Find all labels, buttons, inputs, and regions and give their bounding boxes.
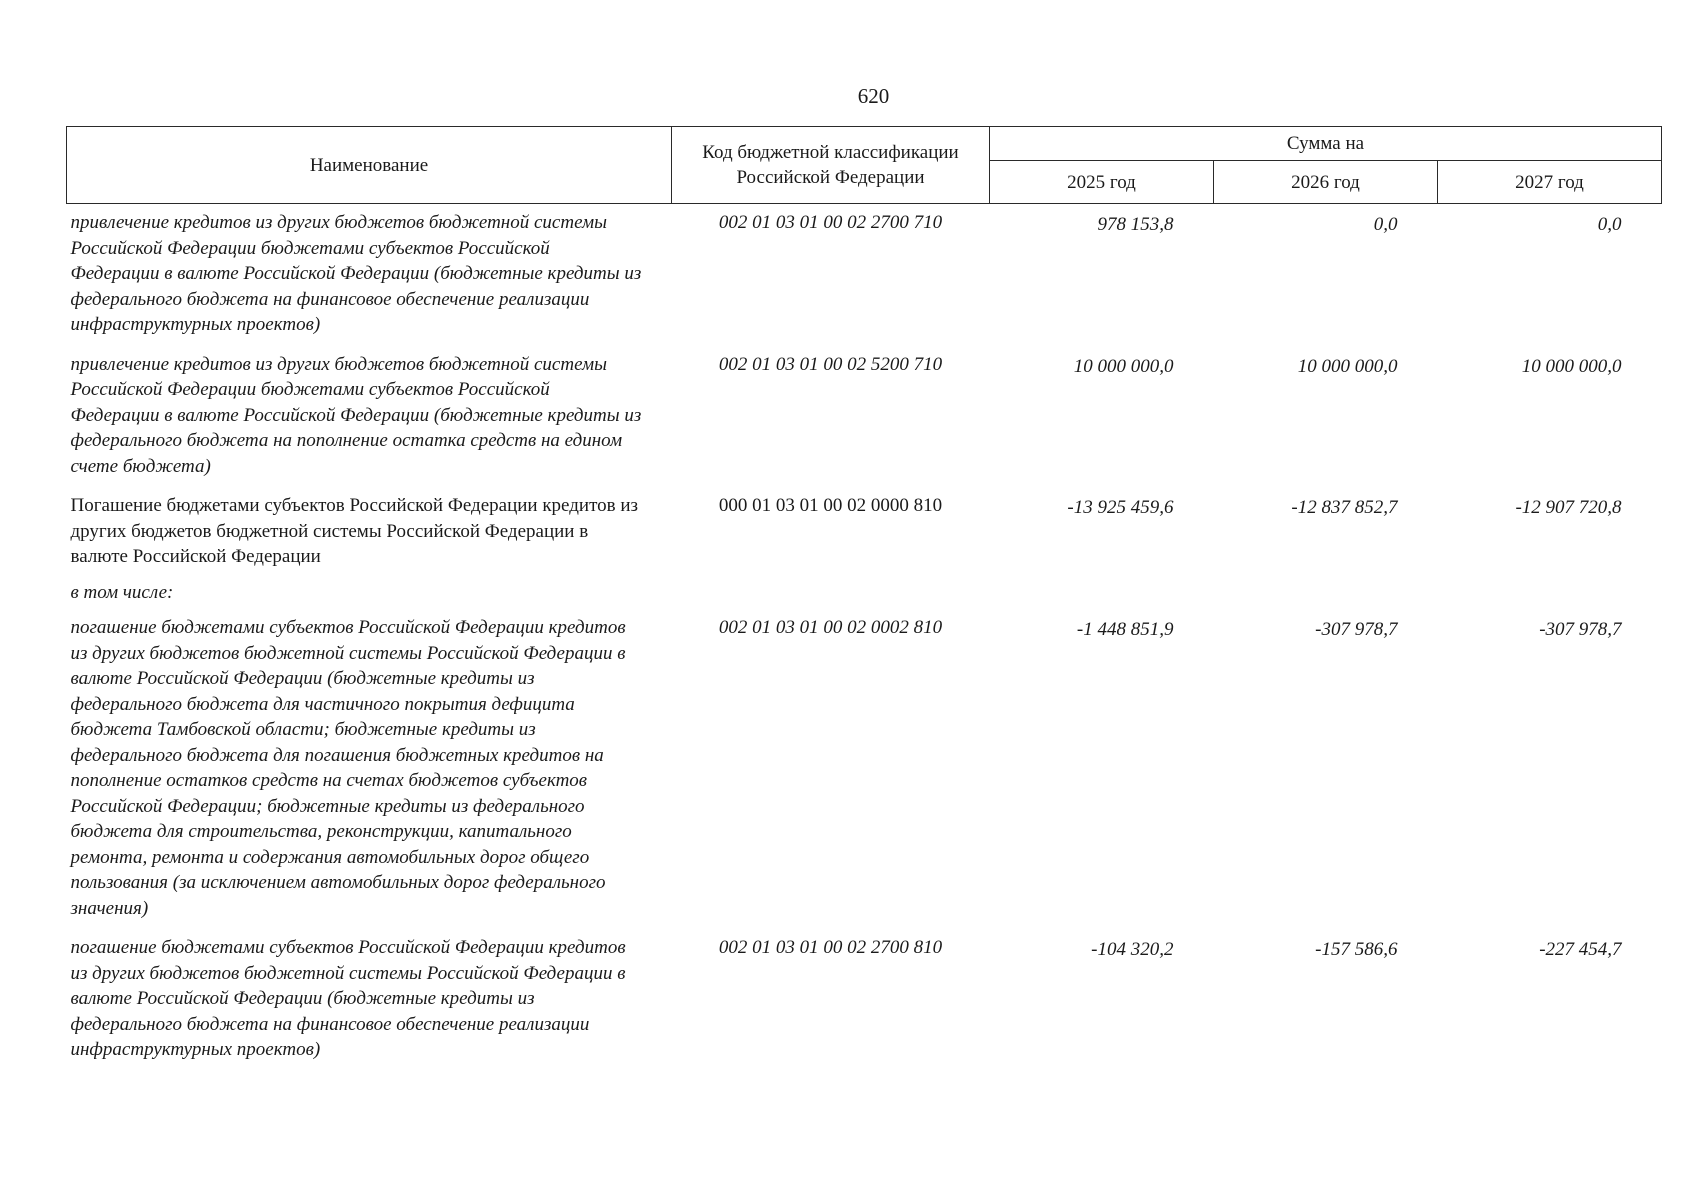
row-name: погашение бюджетами субъектов Российской Федерации кредитов из других бюджетов бюджетной системы Российской Федерации в валюте Российской Федерации (бюджетные кредиты из федерального бюджета на финансовое обеспечение реализации инфраструктурных проектов)	[70, 937, 626, 1060]
budget-table	[66, 126, 1662, 1071]
header-year-2025: 2025 год	[990, 161, 1214, 204]
table-row	[67, 609, 1662, 929]
row-amount-2025: -1 448 851,9	[1076, 619, 1174, 640]
page-number: 620	[857, 84, 890, 108]
row-name: погашение бюджетами субъектов Российской Федерации кредитов из других бюджетов бюджетной системы Российской Федерации в валюте Российской Федерации (бюджетные кредиты из федерального бюджета для частичного покрытия дефицита бюджета Тамбовской области; бюджетные кредиты из федерального бюджета для погашения бюджетных кредитов на пополнение остатков средств на счетах бюджетов субъектов Российской Федерации; бюджетные кредиты из федерального бюджета для строительства, реконструкции, капитального ремонта, ремонта и содержания автомобильных дорог общего пользования (за исключением автомобильных дорог федерального значения)	[70, 617, 626, 919]
row-subheading: в том числе:	[70, 581, 174, 603]
row-amount-2026: -12 837 852,7	[1291, 497, 1398, 518]
row-amount-2027: -307 978,7	[1539, 619, 1622, 640]
table-row	[67, 929, 1662, 1071]
row-code: 002 01 03 01 00 02 0002 810	[718, 617, 943, 638]
row-amount-2027: 10 000 000,0	[1521, 355, 1622, 377]
row-amount-2025: -13 925 459,6	[1067, 497, 1174, 518]
header-year-2027: 2027 год	[1438, 161, 1662, 204]
row-amount-2025: -104 320,2	[1091, 939, 1174, 960]
row-amount-2025: 978 153,8	[1097, 214, 1174, 235]
row-amount-2027: -12 907 720,8	[1515, 497, 1622, 518]
row-amount-2026: -307 978,7	[1315, 619, 1398, 640]
row-code: 002 01 03 01 00 02 5200 710	[718, 353, 943, 375]
header-name: Наименование	[67, 127, 672, 204]
row-amount-2027: 0,0	[1597, 214, 1622, 235]
row-name: привлечение кредитов из других бюджетов бюджетной системы Российской Федерации бюджетами субъектов Российской Федерации в валюте Российской Федерации (бюджетные кредиты из федерального бюджета на финансовое обеспечение реализации инфраструктурных проектов)	[70, 212, 642, 335]
table-row	[67, 346, 1662, 488]
row-amount-2027: -227 454,7	[1539, 939, 1622, 960]
row-code: 002 01 03 01 00 02 2700 710	[718, 212, 943, 233]
row-amount-2026: 10 000 000,0	[1297, 355, 1398, 377]
header-code: Код бюджетной классификации Российской Федерации	[672, 127, 990, 204]
row-amount-2026: 0,0	[1373, 214, 1398, 235]
table-row	[67, 204, 1662, 346]
header-year-2026: 2026 год	[1214, 161, 1438, 204]
header-sum-group: Сумма на	[990, 127, 1662, 161]
row-name: привлечение кредитов из других бюджетов бюджетной системы Российской Федерации бюджетами субъектов Российской Федерации в валюте Российской Федерации (бюджетные кредиты из федерального бюджета на пополнение остатка средств на едином счете бюджета)	[70, 353, 642, 477]
row-name: Погашение бюджетами субъектов Российской Федерации кредитов из других бюджетов бюджетной системы Российской Федерации в валюте Российской Федерации	[70, 495, 639, 567]
table-row	[67, 487, 1662, 578]
table-header	[67, 127, 1662, 204]
row-amount-2026: -157 586,6	[1315, 939, 1398, 960]
table-row-subheading	[67, 578, 1662, 610]
row-code: 002 01 03 01 00 02 2700 810	[718, 937, 943, 958]
table-body	[67, 204, 1662, 1071]
row-amount-2025: 10 000 000,0	[1073, 355, 1174, 377]
budget-table-container	[66, 126, 1661, 1071]
row-code: 000 01 03 01 00 02 0000 810	[718, 495, 943, 516]
